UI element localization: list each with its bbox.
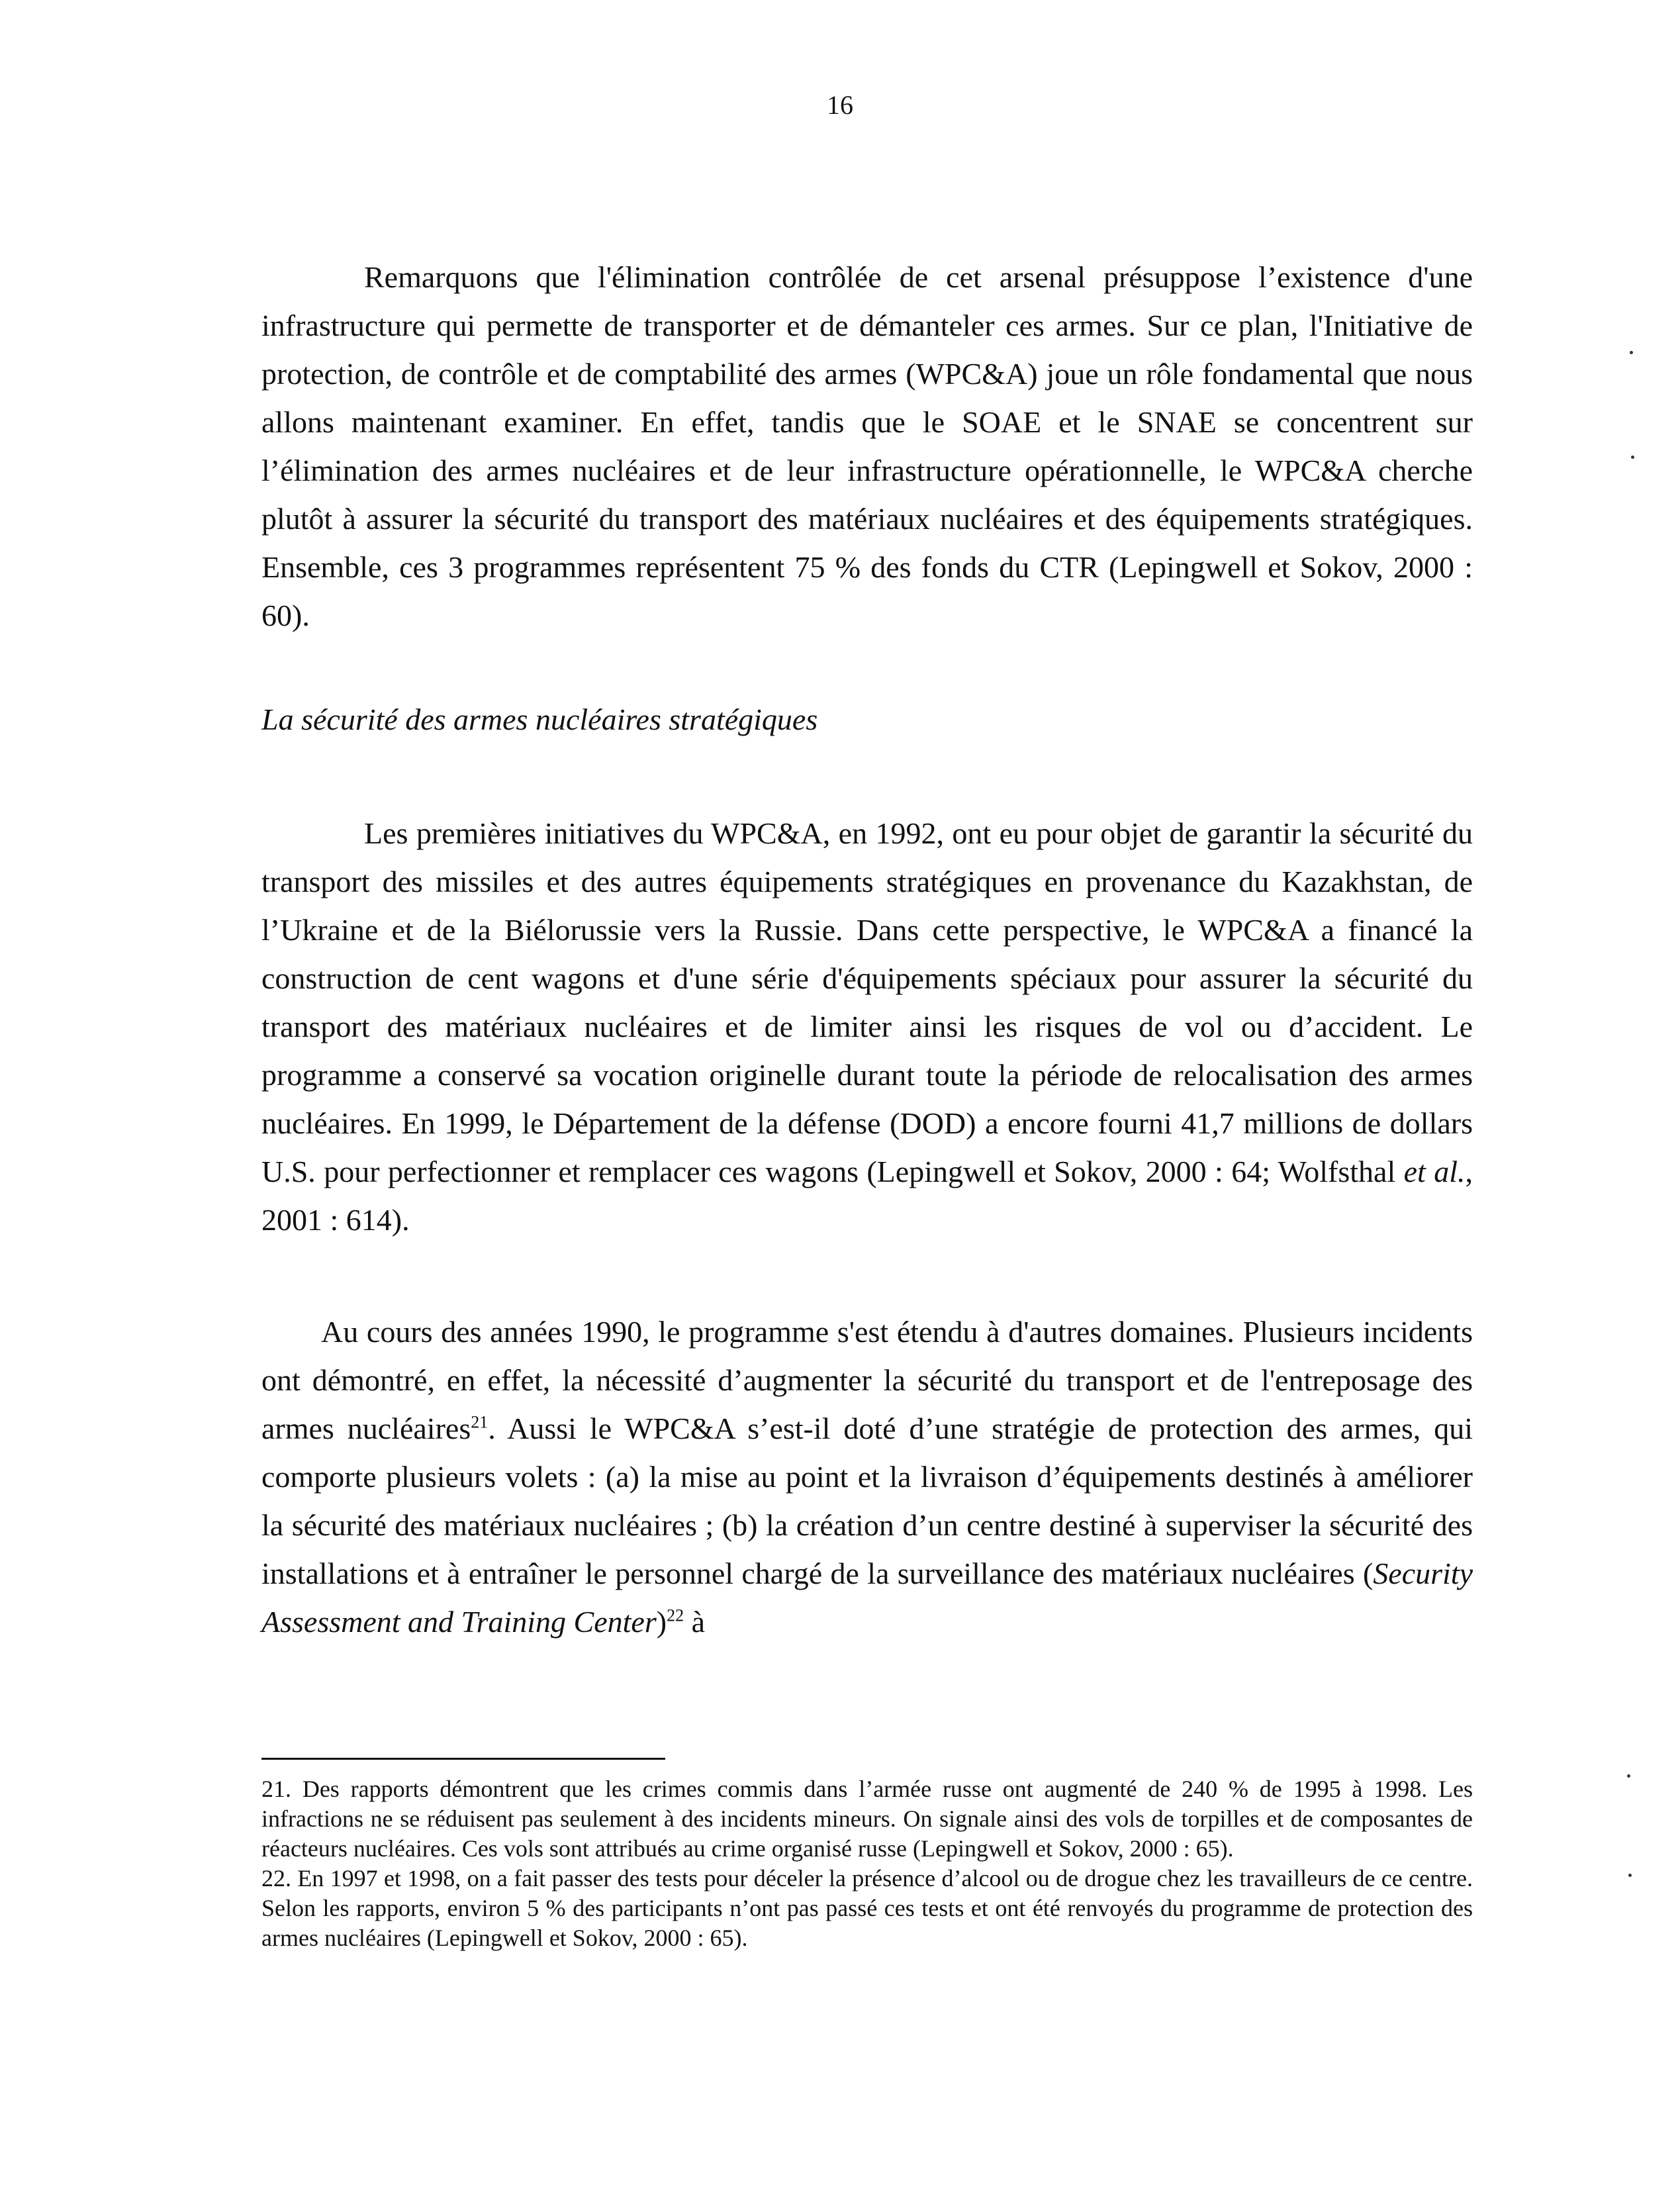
scan-speck xyxy=(1627,1774,1630,1778)
scan-speck xyxy=(1631,455,1634,459)
paragraph-1: Remarquons que l'élimination contrôlée de cet arsenal présuppose l’existence d'une infrastructure qui permette de transporter et de démanteler ces armes. Sur ce plan, l'Initiative de protection, de contrôle et de comptabilité des armes (WPC&A) joue un rôle fondamental que nous allons maintenant examiner. En effet, tandis que le SOAE et le SNAE se concentrent sur l’élimination des armes nucléaires et de leur infrastructure opérationnelle, le WPC&A cherche plutôt à assurer la sécurité du transport des matériaux nucléaires et des équipements stratégiques. Ensemble, ces 3 programmes représentent 75 % des fonds du CTR (Lepingwell et Sokov, 2000 : 60). xyxy=(261,260,1473,632)
page-number: 16 xyxy=(827,90,853,120)
footnote-ref-21[interactable]: 21 xyxy=(471,1412,489,1432)
paragraph-2-end: , 2001 : 614). xyxy=(261,1155,1473,1237)
paragraph-3-text-a: Au cours des années 1990, le programme s'est étendu à d'autres domaines. Plusieurs incidents ont démontré, en effet, la nécessité d’augmenter la sécurité du transport et de l'entreposage des armes nucléaires xyxy=(261,1315,1473,1445)
scan-speck xyxy=(1630,351,1633,354)
footnotes xyxy=(261,1774,1473,1953)
scan-speck xyxy=(1628,1874,1632,1877)
section-heading: La sécurité des armes nucléaires stratégiques xyxy=(261,702,818,736)
footnote-21: 21. Des rapports démontrent que les crimes commis dans l’armée russe ont augmenté de 240 % de 1995 à 1998. Les infractions ne se réduisent pas seulement à des incidents mineurs. On signale ainsi des vols de torpilles et de composantes de réacteurs nucléaires. Ces vols sont attribués au crime organisé russe (Lepingwell et Sokov, 2000 : 65). xyxy=(261,1776,1473,1862)
footnote-ref-22[interactable]: 22 xyxy=(667,1605,684,1625)
paragraph-3-text-c: ) xyxy=(656,1605,667,1639)
footnote-22: 22. En 1997 et 1998, on a fait passer des tests pour déceler la présence d’alcool ou de drogue chez les travailleurs de ce centre. Selon les rapports, environ 5 % des participants n’ont pas passé ces tests et ont été renvoyés du programme de protection des armes nucléaires (Lepingwell et Sokov, 2000 : 65). xyxy=(261,1865,1473,1951)
paragraph-2-italic: et al. xyxy=(1403,1155,1466,1188)
footnote-divider xyxy=(261,1758,665,1760)
paragraph-3 xyxy=(261,1308,1473,1646)
paragraph-3-italic: Security Assessment and Training Center xyxy=(261,1557,1473,1639)
paragraph-3-text-b: . Aussi le WPC&A s’est-il doté d’une stratégie de protection des armes, qui comporte plusieurs volets : (a) la mise au point et la livraison d’équipements destinés à améliorer la sécurité des matériaux nucléaires ; (b) la création d’un centre destiné à superviser la sécurité des installations et à entraîner le personnel chargé de la surveillance des matériaux nucléaires ( xyxy=(261,1412,1473,1590)
paragraph-2 xyxy=(261,809,1473,1244)
paragraph-2-text: Les premières initiatives du WPC&A, en 1992, ont eu pour objet de garantir la sécurité du transport des missiles et des autres équipements stratégiques en provenance du Kazakhstan, de l’Ukraine et de la Biélorussie vers la Russie. Dans cette perspective, le WPC&A a financé la construction de cent wagons et d'une série d'équipements spéciaux pour assurer la sécurité du transport des matériaux nucléaires et de limiter ainsi les risques de vol ou d’accident. Le programme a conservé sa vocation originelle durant toute la période de relocalisation des armes nucléaires. En 1999, le Département de la défense (DOD) a encore fourni 41,7 millions de dollars U.S. pour perfectionner et remplacer ces wagons (Lepingwell et Sokov, 2000 : 64; Wolfsthal xyxy=(261,816,1473,1188)
paragraph-3-end: à xyxy=(684,1605,705,1639)
